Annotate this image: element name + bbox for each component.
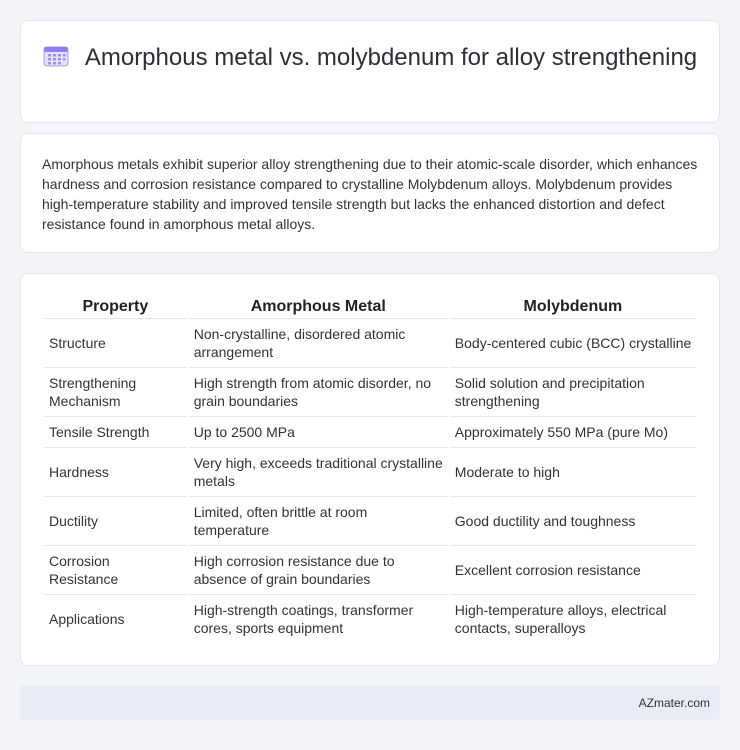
comparison-table	[42, 293, 698, 643]
amorphous-metal-cell: Up to 2500 MPa	[189, 416, 448, 447]
molybdenum-cell: Excellent corrosion resistance	[450, 545, 696, 594]
column-header-amorphous-metal: Amorphous Metal	[250, 297, 386, 315]
amorphous-metal-cell: Non-crystalline, disordered atomic arrangement	[189, 318, 448, 367]
amorphous-metal-cell: High corrosion resistance due to absence of grain boundaries	[189, 545, 448, 594]
amorphous-metal-cell: Limited, often brittle at room temperature	[189, 496, 448, 545]
molybdenum-cell: Solid solution and precipitation strengthening	[450, 367, 696, 416]
page-title-text: Amorphous metal vs. molybdenum for alloy strengthening	[84, 44, 698, 71]
title-card	[20, 20, 720, 123]
molybdenum-cell: High-temperature alloys, electrical contacts, superalloys	[450, 594, 696, 643]
molybdenum-cell: Moderate to high	[450, 447, 696, 496]
table-row	[44, 594, 696, 643]
column-header-property: Property	[82, 297, 149, 315]
amorphous-metal-cell: High strength from atomic disorder, no grain boundaries	[189, 367, 448, 416]
amorphous-metal-cell: Very high, exceeds traditional crystalline metals	[189, 447, 448, 496]
molybdenum-cell: Good ductility and toughness	[450, 496, 696, 545]
table-row	[44, 447, 696, 496]
molybdenum-cell: Approximately 550 MPa (pure Mo)	[450, 416, 696, 447]
calendar-icon	[43, 45, 69, 67]
table-row	[44, 496, 696, 545]
page-title	[21, 43, 719, 72]
table-row	[44, 545, 696, 594]
comparison-table-card	[20, 273, 720, 666]
amorphous-metal-cell: High-strength coatings, transformer cores, sports equipment	[189, 594, 448, 643]
property-cell: Ductility	[44, 496, 187, 545]
property-cell: Tensile Strength	[44, 416, 187, 447]
property-cell: Applications	[44, 594, 187, 643]
property-cell: Hardness	[44, 447, 187, 496]
column-header-molybdenum: Molybdenum	[523, 297, 623, 315]
table-header-row	[44, 293, 696, 318]
molybdenum-cell: Body-centered cubic (BCC) crystalline	[450, 318, 696, 367]
table-row	[44, 416, 696, 447]
table-row	[44, 367, 696, 416]
property-cell: Strengthening Mechanism	[44, 367, 187, 416]
property-cell: Structure	[44, 318, 187, 367]
footer	[20, 686, 720, 720]
table-row	[44, 318, 696, 367]
summary-text: Amorphous metals exhibit superior alloy strengthening due to their atomic-scale disorder, which enhances hardness and corrosion resistance compared to crystalline Molybdenum alloys. Molybdenum provides high-temperature stability and improved tensile strength but lacks the enhanced distortion and defect resistance found in amorphous metal alloys.	[42, 156, 698, 232]
summary-card	[20, 133, 720, 253]
property-cell: Corrosion Resistance	[44, 545, 187, 594]
footer-brand: AZmater.com	[638, 696, 710, 710]
